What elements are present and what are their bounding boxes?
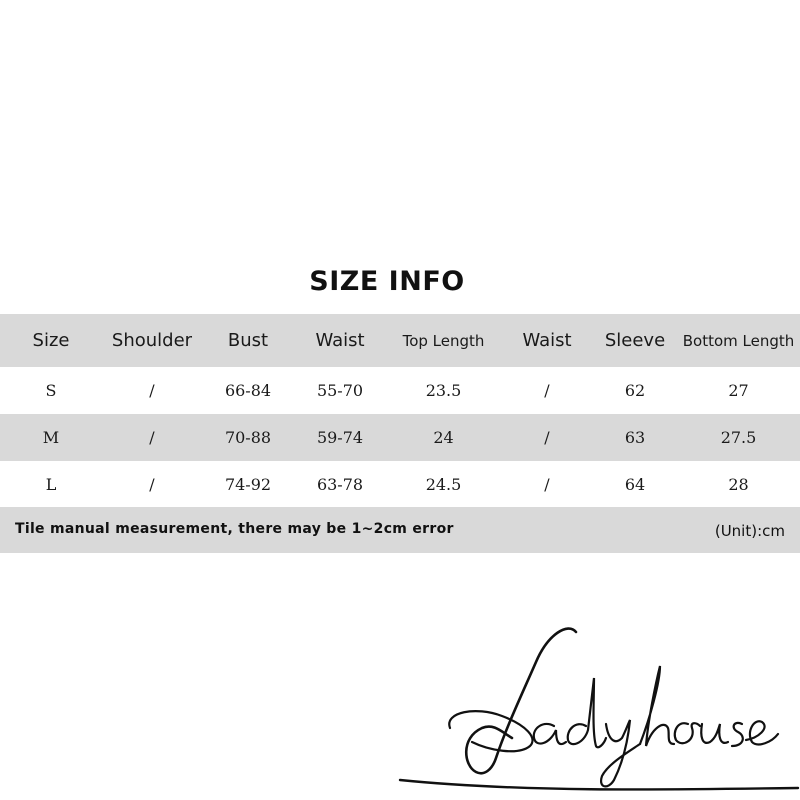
cell-sleeve: 63 <box>624 428 646 447</box>
column-header-bottom-length: Bottom Length <box>682 331 795 350</box>
cell-bottom-waist: / <box>544 381 550 400</box>
table-header-row <box>0 314 800 367</box>
cell-sleeve: 62 <box>624 381 646 400</box>
cell-waist: 55-70 <box>316 381 364 400</box>
column-header-size: Size <box>32 330 70 351</box>
cell-size: L <box>45 475 57 494</box>
column-header-shoulder: Shoulder <box>111 330 193 351</box>
column-header-bust: Bust <box>227 330 269 351</box>
cell-sleeve: 64 <box>624 475 646 494</box>
table-row <box>0 461 800 508</box>
cell-top-length: 24.5 <box>425 475 462 494</box>
cell-waist: 63-78 <box>316 475 364 494</box>
column-header-sleeve: Sleeve <box>604 330 666 351</box>
cell-bust: 66-84 <box>224 381 272 400</box>
unit-label: (Unit):cm <box>714 522 785 540</box>
table-row <box>0 414 800 461</box>
table-row <box>0 367 800 414</box>
column-header-waist: Waist <box>315 330 365 351</box>
measurement-note-bar <box>0 507 800 553</box>
measurement-note: Tile manual measurement, there may be 1~2cm error <box>15 521 454 537</box>
cell-size: M <box>42 428 60 447</box>
cell-bust: 70-88 <box>224 428 272 447</box>
column-header-bottom-waist: Waist <box>522 330 572 351</box>
cell-top-length: 23.5 <box>425 381 462 400</box>
size-table <box>0 314 800 508</box>
cell-top-length: 24 <box>433 428 454 447</box>
cell-bottom-length: 28 <box>728 475 749 494</box>
cell-bust: 74-92 <box>224 475 272 494</box>
cell-shoulder: / <box>149 428 155 447</box>
column-header-top-length: Top Length <box>402 331 485 350</box>
ladyhouse-signature-logo <box>398 620 800 795</box>
cell-waist: 59-74 <box>316 428 364 447</box>
cell-bottom-waist: / <box>544 475 550 494</box>
cell-size: S <box>45 381 57 400</box>
cell-shoulder: / <box>149 475 155 494</box>
cell-shoulder: / <box>149 381 155 400</box>
cell-bottom-waist: / <box>544 428 550 447</box>
cell-bottom-length: 27 <box>728 381 749 400</box>
page-title: SIZE INFO <box>309 266 465 297</box>
cell-bottom-length: 27.5 <box>720 428 757 447</box>
